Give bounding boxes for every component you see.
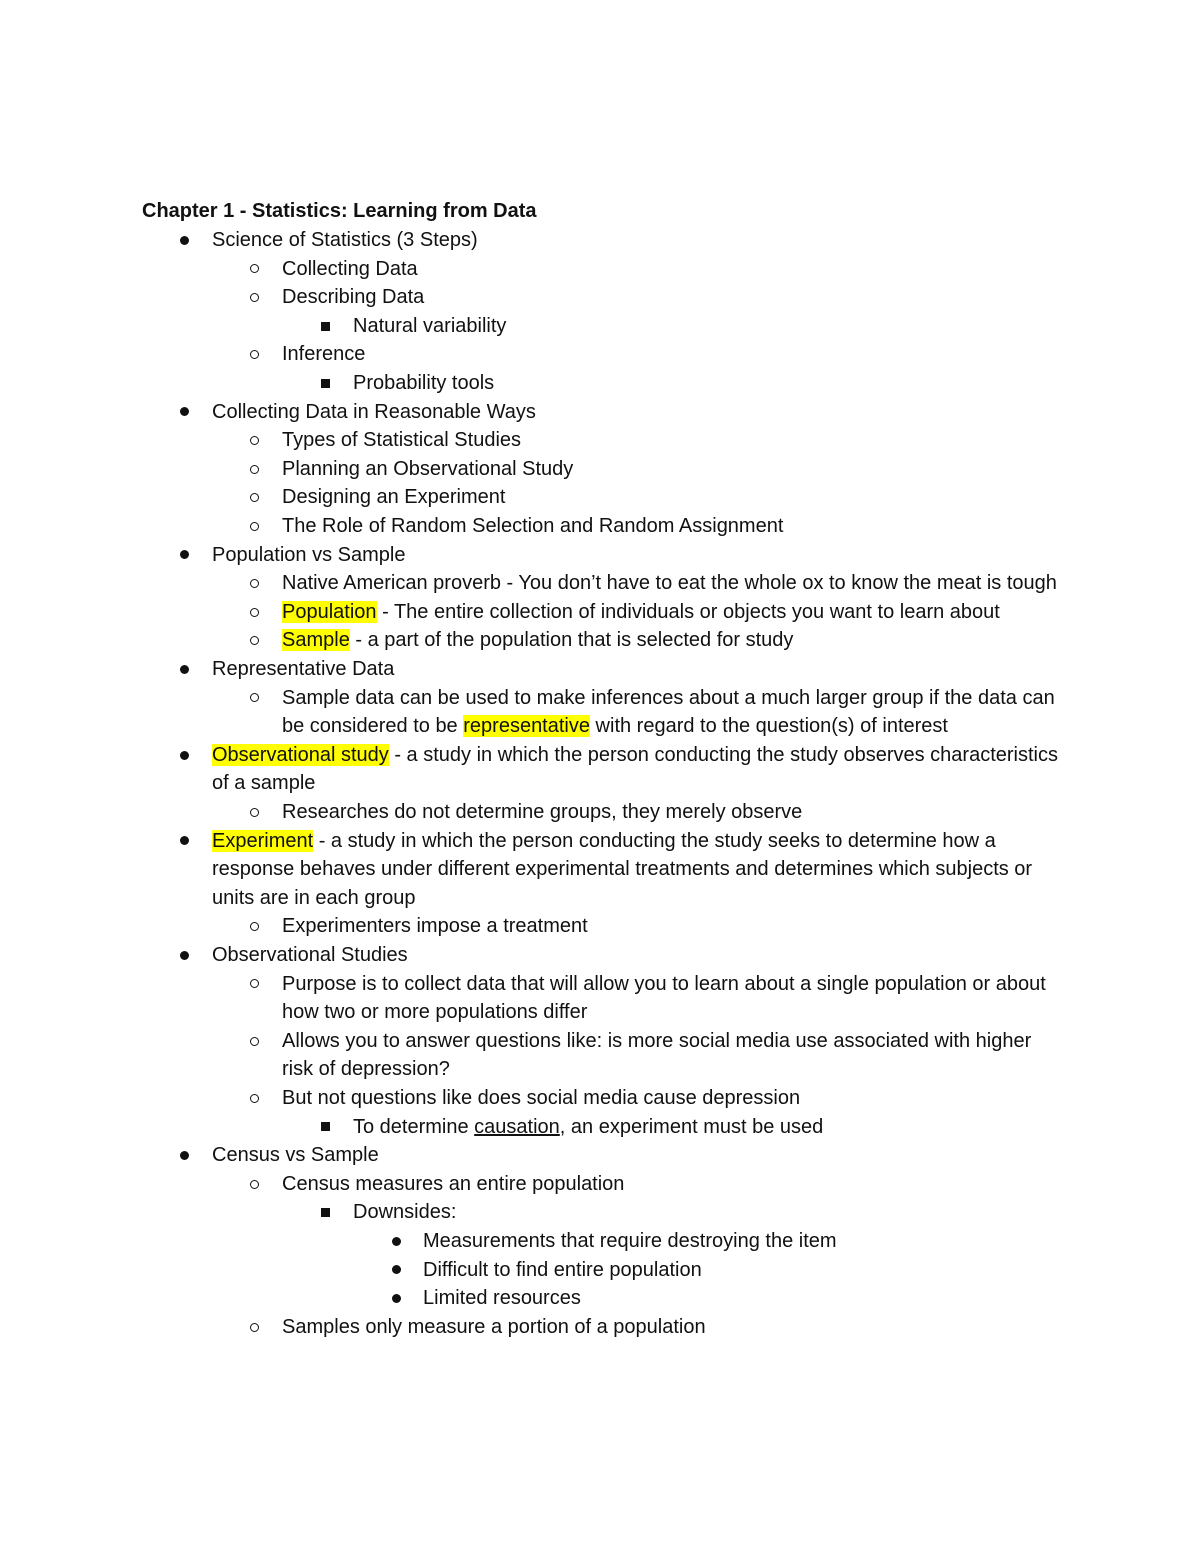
list-item-text [282,1170,1062,1199]
filled-circle-bullet-icon [180,407,189,416]
square-bullet-icon [321,322,330,331]
hollow-circle-bullet-icon [250,293,259,302]
hollow-circle-bullet-icon [250,608,259,617]
hollow-circle-bullet-icon [250,979,259,988]
text-segment: The Role of Random Selection and Random Assignment [282,515,784,537]
list-bullet [318,1198,332,1227]
text-segment: Purpose is to collect data that will allow you to learn about a single population or about how two or more populations differ [282,972,1046,1024]
hollow-circle-bullet-icon [250,1037,259,1046]
hollow-circle-bullet-icon [250,522,259,531]
text-segment: Collecting Data [282,257,418,280]
list-bullet [247,626,261,655]
text-segment: Describing Data [282,286,425,309]
text-segment: - The entire collection of individuals or objects you want to learn about [376,600,1000,623]
list-item-text [282,798,1062,827]
list-bullet [318,1113,332,1142]
text-segment: Difficult to find entire population [423,1258,702,1281]
list-item-text [212,655,1062,684]
square-bullet-icon [321,379,330,388]
list-item-text [282,598,1062,627]
list-item-text [282,283,1062,312]
highlighted-term: Experiment [212,829,314,852]
list-item-text [282,483,1062,512]
list-item-text [423,1227,1062,1256]
underlined-term: causation [474,1115,560,1138]
text-segment: Representative Data [212,658,395,680]
list-item-text [282,970,1062,1027]
filled-circle-bullet-icon [392,1294,401,1303]
hollow-circle-bullet-icon [250,808,259,817]
list-bullet [247,912,261,941]
list-bullet [177,398,191,427]
text-segment: Samples only measure a portion of a population [282,1315,706,1338]
list-item-text [212,827,1062,913]
square-bullet-icon [321,1208,330,1217]
hollow-circle-bullet-icon [250,264,259,273]
text-segment: Downsides: [353,1201,457,1224]
list-bullet [177,941,191,970]
hollow-circle-bullet-icon [250,693,259,702]
list-bullet [247,455,261,484]
text-segment: - a study in which the person conducting the study observes characteristics of a sample [212,743,1058,795]
text-segment: Natural variability [353,314,507,337]
text-segment: To determine [353,1115,475,1138]
list-bullet [389,1256,403,1285]
list-bullet [247,1170,261,1199]
list-bullet [247,798,261,827]
list-item-text [282,455,1062,484]
filled-circle-bullet-icon [180,665,189,674]
text-segment: , an experiment must be used [559,1115,824,1138]
square-bullet-icon [321,1122,330,1131]
list-item-text [353,1113,1062,1142]
hollow-circle-bullet-icon [250,1094,259,1103]
list-bullet [247,340,261,369]
text-segment: Designing an Experiment [282,486,506,509]
text-segment: Census vs Sample [212,1144,379,1167]
text-segment: Measurements that require destroying the item [423,1230,837,1252]
list-item-text [353,312,1062,341]
list-item-text [212,398,1062,427]
list-item-text [212,741,1062,798]
highlighted-term: Population [282,600,377,623]
list-bullet [177,655,191,684]
hollow-circle-bullet-icon [250,493,259,502]
text-segment: Inference [282,343,366,366]
list-item-text [282,426,1062,455]
highlighted-term: Sample [282,629,350,652]
list-item-text [282,255,1062,284]
list-item-text [282,626,1062,655]
text-segment: Experimenters impose a treatment [282,915,588,938]
list-item-text [212,941,1062,970]
filled-circle-bullet-icon [392,1265,401,1274]
text-segment: Planning an Observational Study [282,457,574,480]
text-segment: Science of Statistics (3 Steps) [212,229,478,251]
list-bullet [247,1313,261,1342]
list-bullet [177,226,191,255]
list-item-text [282,569,1062,598]
list-item-text [423,1256,1062,1285]
hollow-circle-bullet-icon [250,579,259,588]
hollow-circle-bullet-icon [250,350,259,359]
text-segment: Types of Statistical Studies [282,429,522,452]
list-bullet [177,741,191,770]
filled-circle-bullet-icon [180,751,189,760]
list-bullet [247,684,261,713]
text-segment: Limited resources [423,1287,581,1310]
filled-circle-bullet-icon [180,1151,189,1160]
text-segment: But not questions like does social media cause depression [282,1087,801,1109]
list-bullet [247,1084,261,1113]
list-bullet [247,1027,261,1056]
list-bullet [177,827,191,856]
list-item-text [212,1141,1062,1170]
filled-circle-bullet-icon [180,236,189,245]
text-segment: - a study in which the person conducting the study seeks to determine how a response behaves under different experimental treatments and determines which subjects or units are in each group [212,829,1033,909]
list-bullet [247,255,261,284]
text-segment: with regard to the question(s) of interest [590,715,948,738]
list-item-text [282,1084,1062,1113]
list-item-text [353,369,1062,398]
hollow-circle-bullet-icon [250,436,259,445]
list-bullet [389,1227,403,1256]
text-segment: Collecting Data in Reasonable Ways [212,400,536,423]
text-segment: Observational Studies [212,944,408,966]
list-bullet [318,312,332,341]
list-bullet [177,541,191,570]
text-segment: Sample data can be used to make inferences about a much larger group if the data can be considered to be [282,686,1055,738]
hollow-circle-bullet-icon [250,1323,259,1332]
list-item-text [212,226,1062,255]
list-item-text [282,340,1062,369]
list-item-text [282,684,1062,741]
list-bullet [177,1141,191,1170]
list-bullet [247,598,261,627]
filled-circle-bullet-icon [392,1237,401,1246]
list-bullet [247,512,261,541]
list-item-text [282,512,1062,541]
text-segment: Probability tools [353,372,495,394]
list-bullet [389,1284,403,1313]
list-item-text [423,1284,1062,1313]
list-item-text [282,1027,1062,1084]
list-bullet [247,426,261,455]
highlighted-term: representative [463,715,590,738]
page-title: Chapter 1 - Statistics: Learning from Data [142,200,537,222]
list-bullet [318,369,332,398]
list-item-text [212,541,1062,570]
text-segment: Population vs Sample [212,543,406,566]
list-bullet [247,970,261,999]
text-segment: Native American proverb - You don’t have to eat the whole ox to know the meat is tough [282,572,1057,595]
filled-circle-bullet-icon [180,951,189,960]
list-bullet [247,483,261,512]
list-bullet [247,283,261,312]
text-segment: Census measures an entire population [282,1172,625,1195]
list-item-text [353,1198,1062,1227]
hollow-circle-bullet-icon [250,636,259,645]
text-segment: Researches do not determine groups, they merely observe [282,801,803,823]
list-bullet [247,569,261,598]
hollow-circle-bullet-icon [250,922,259,931]
filled-circle-bullet-icon [180,550,189,559]
highlighted-term: Observational study [212,743,389,766]
hollow-circle-bullet-icon [250,1180,259,1189]
list-item-text [282,1313,1062,1342]
filled-circle-bullet-icon [180,836,189,845]
hollow-circle-bullet-icon [250,465,259,474]
text-segment: - a part of the population that is selected for study [349,629,794,652]
list-item-text [282,912,1062,941]
text-segment: Allows you to answer questions like: is more social media use associated with higher risk of depression? [282,1029,1032,1081]
